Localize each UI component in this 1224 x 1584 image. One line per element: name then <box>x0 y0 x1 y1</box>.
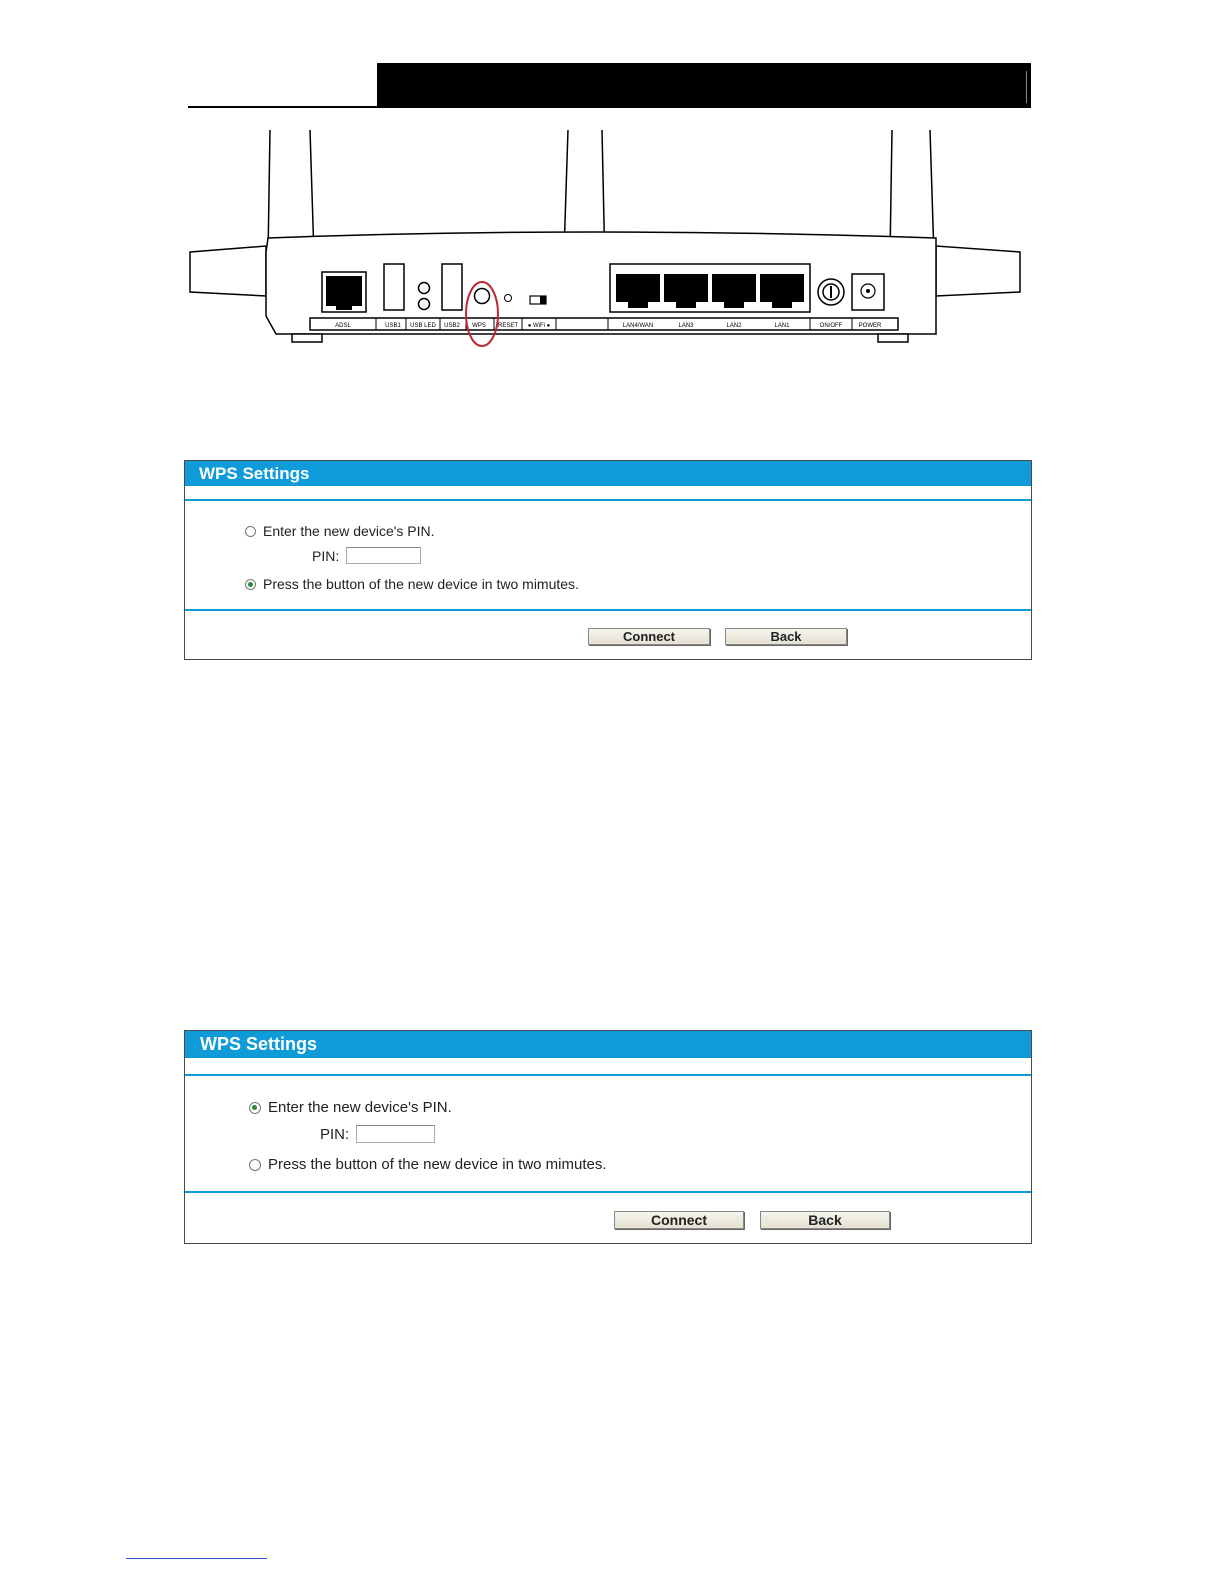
connect-button[interactable]: Connect <box>614 1211 744 1229</box>
page-header-bar <box>377 63 1031 108</box>
pin-input[interactable] <box>346 547 421 564</box>
pin-label: PIN: <box>312 547 340 564</box>
radio-enter-pin[interactable] <box>245 526 256 537</box>
label-usb2: USB2 <box>444 323 460 329</box>
label-lan2: LAN2 <box>726 323 742 329</box>
label-onoff: ON/OFF <box>819 323 843 329</box>
option-press-button-label: Press the button of the new device in two mimutes. <box>263 576 579 592</box>
wps-settings-panel-2 <box>184 1030 1032 1244</box>
panel-title: WPS Settings <box>185 1031 1031 1058</box>
option-enter-pin[interactable] <box>245 523 435 539</box>
pin-label: PIN: <box>320 1125 350 1143</box>
connect-button[interactable]: Connect <box>588 628 710 645</box>
label-wifi: ● WiFi ● <box>527 323 551 329</box>
option-enter-pin-label: Enter the new device's PIN. <box>263 523 435 539</box>
pin-input[interactable] <box>356 1125 435 1143</box>
option-press-button[interactable] <box>249 1156 607 1173</box>
label-wps: WPS <box>472 323 486 329</box>
option-enter-pin[interactable] <box>249 1099 452 1116</box>
option-press-button[interactable] <box>245 576 579 592</box>
panel-title: WPS Settings <box>185 461 1031 486</box>
option-enter-pin-label: Enter the new device's PIN. <box>268 1099 452 1116</box>
label-lan4wan: LAN4/WAN <box>622 323 654 329</box>
label-power: POWER <box>858 323 882 329</box>
label-usb-led: USB LED <box>410 323 436 329</box>
radio-enter-pin[interactable] <box>249 1102 261 1114</box>
option-press-button-label: Press the button of the new device in two mimutes. <box>268 1156 607 1173</box>
label-adsl: ADSL <box>335 323 351 329</box>
footer-link-underline <box>126 1558 267 1559</box>
label-reset: RESET <box>497 323 519 329</box>
radio-press-button[interactable] <box>249 1159 261 1171</box>
router-rear-panel-illustration <box>188 130 1024 352</box>
label-lan1: LAN1 <box>774 323 790 329</box>
back-button[interactable]: Back <box>725 628 847 645</box>
label-usb1: USB1 <box>385 323 401 329</box>
radio-press-button[interactable] <box>245 579 256 590</box>
back-button[interactable]: Back <box>760 1211 890 1229</box>
page-header-rule <box>188 106 1031 108</box>
label-lan3: LAN3 <box>678 323 694 329</box>
wps-settings-panel-1 <box>184 460 1032 660</box>
